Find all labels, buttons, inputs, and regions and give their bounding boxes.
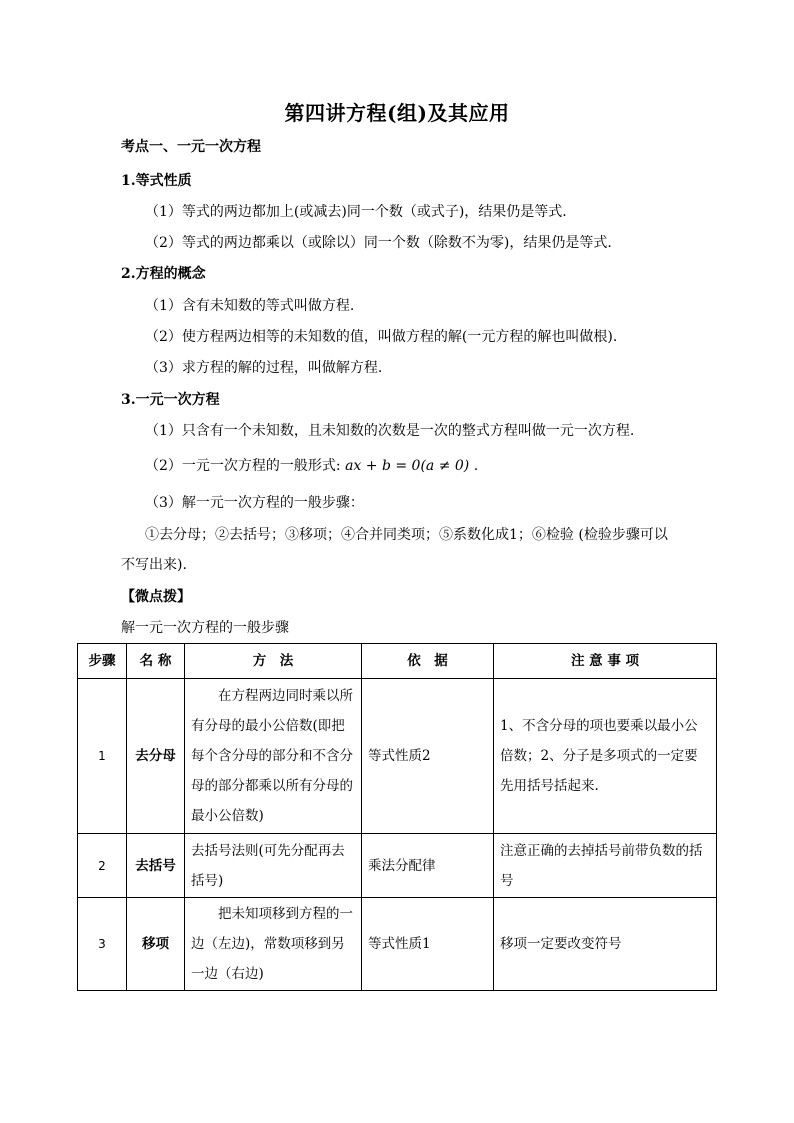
- row-basis: 等式性质1: [362, 898, 494, 991]
- page-title: 第四讲方程(组)及其应用: [284, 101, 510, 125]
- table-row: [78, 679, 717, 834]
- table-header-row: [78, 644, 717, 679]
- header-name: 名 称: [127, 644, 185, 679]
- table-row: [78, 898, 717, 991]
- heading-linear-equation: 3.一元一次方程: [121, 392, 220, 408]
- linear-item-2: [145, 456, 478, 476]
- linear-item-1: （1）只含有一个未知数，且未知数的次数是一次的整式方程叫做一元一次方程.: [145, 423, 635, 439]
- row-step-number: 2: [78, 834, 127, 898]
- row-step-name: 去分母: [127, 679, 185, 834]
- row-basis: 乘法分配律: [362, 834, 494, 898]
- row-step-number: 3: [78, 898, 127, 991]
- general-form-label: （2）一元一次方程的一般形式:: [145, 458, 341, 474]
- row-method: 把未知项移到方程的一边（左边)，常数项移到另一边（右边): [185, 898, 362, 991]
- row-basis: 等式性质2: [362, 679, 494, 834]
- header-basis: 依 据: [362, 644, 494, 679]
- general-form-period: .: [473, 458, 479, 474]
- row-method: 去括号法则(可先分配再去括号): [185, 834, 362, 898]
- general-form-formula: ax + b = 0(a ≠ 0): [345, 458, 470, 474]
- row-notes: 移项一定要改变符号: [494, 898, 717, 991]
- table-caption: 解一元一次方程的一般步骤: [121, 620, 289, 636]
- row-notes: 注意正确的去掉括号前带负数的括号: [494, 834, 717, 898]
- heading-equation-concept: 2.方程的概念: [121, 266, 206, 282]
- property-item-1: （1）等式的两边都加上(或减去)同一个数（或式子)，结果仍是等式.: [145, 204, 567, 220]
- table-row: [78, 834, 717, 898]
- row-step-name: 移项: [127, 898, 185, 991]
- concept-item-1: （1）含有未知数的等式叫做方程.: [145, 298, 355, 314]
- row-notes: 1、不含分母的项也要乘以最小公倍数；2、分子是多项式的一定要先用括号括起来.: [494, 679, 717, 834]
- steps-line-2: 不写出来).: [121, 557, 187, 573]
- steps-table: [77, 643, 717, 991]
- row-step-name: 去括号: [127, 834, 185, 898]
- concept-item-3: （3）求方程的解的过程，叫做解方程.: [145, 360, 383, 376]
- steps-line-1: ①去分母；②去括号；③移项；④合并同类项；⑤系数化成1；⑥检验 (检验步骤可以: [145, 527, 668, 543]
- section-heading: 考点一、一元一次方程: [121, 139, 261, 155]
- concept-item-2: （2）使方程两边相等的未知数的值，叫做方程的解(一元方程的解也叫做根).: [145, 329, 618, 345]
- tip-heading: 【微点拨】: [121, 589, 191, 605]
- header-notes: 注 意 事 项: [494, 644, 717, 679]
- row-method: 在方程两边同时乘以所有分母的最小公倍数(即把每个含分母的部分和不含分母的部分都乘以所有分母的最小公倍数): [185, 679, 362, 834]
- heading-equation-properties: 1.等式性质: [121, 173, 192, 189]
- header-step: 步骤: [78, 644, 127, 679]
- property-item-2: （2）等式的两边都乘以（或除以）同一个数（除数不为零)，结果仍是等式.: [145, 235, 612, 251]
- header-method: 方 法: [185, 644, 362, 679]
- row-step-number: 1: [78, 679, 127, 834]
- linear-item-3: （3）解一元一次方程的一般步骤：: [145, 495, 364, 511]
